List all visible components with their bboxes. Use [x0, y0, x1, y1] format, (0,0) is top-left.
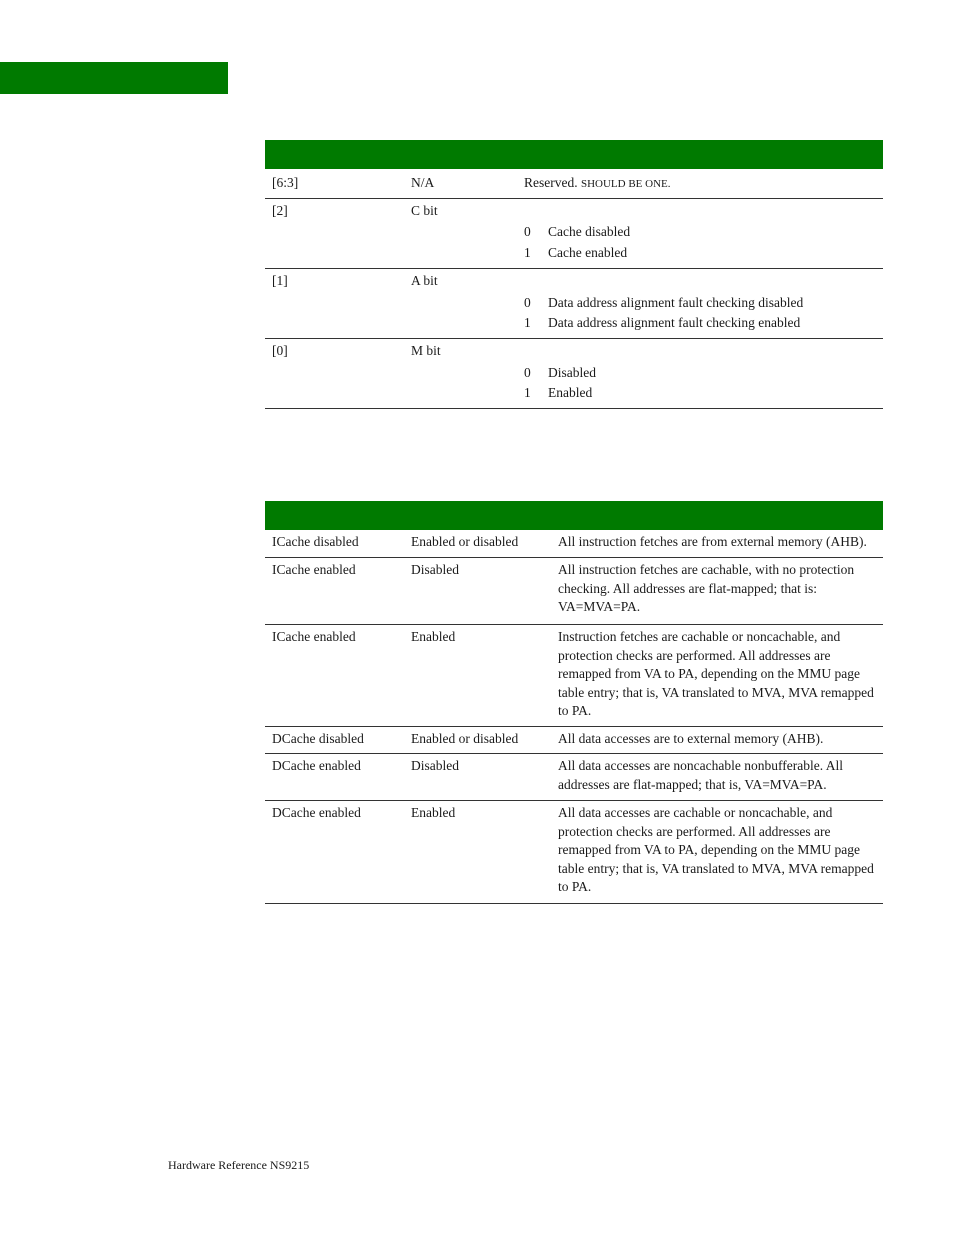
field-name-cell: A bit [411, 273, 438, 288]
value-number: 1 [524, 385, 531, 400]
value-number: 1 [524, 315, 531, 330]
value-description: Data address alignment fault checking enabled [548, 315, 801, 330]
field-name-cell: M bit [411, 343, 441, 358]
register-bits-table-header [265, 140, 883, 169]
cache-state-cell: ICache disabled [272, 534, 359, 549]
cache-state-cell: ICache enabled [272, 629, 356, 644]
table-row [265, 530, 883, 558]
table-row [265, 558, 883, 625]
mmu-state-cell: Enabled [411, 805, 456, 820]
value-number: 0 [524, 295, 531, 310]
table-row [265, 727, 883, 754]
cache-mmu-table-header [265, 501, 883, 530]
behavior-cell: All instruction fetches are from external memory (AHB). [558, 534, 867, 549]
cache-state-cell: ICache enabled [272, 562, 356, 577]
table-row [265, 169, 883, 199]
table-row [265, 339, 883, 409]
behavior-cell: All data accesses are to external memory (AHB). [558, 731, 824, 746]
value-description: Enabled [548, 385, 593, 400]
bits-cell: [1] [272, 273, 288, 288]
value-description: Cache enabled [548, 245, 628, 260]
cache-state-cell: DCache disabled [272, 731, 364, 746]
register-bits-table [265, 140, 883, 409]
cache-mmu-behavior-table [265, 501, 883, 904]
cache-state-cell: DCache enabled [272, 805, 361, 820]
table-row [265, 269, 883, 339]
bits-cell: [0] [272, 343, 288, 358]
value-number: 1 [524, 245, 531, 260]
mmu-state-cell: Disabled [411, 562, 459, 577]
description-cell [524, 174, 671, 194]
table-row [265, 801, 883, 904]
behavior-cell: All instruction fetches are cachable, with no protection checking. All addresses are flat-mapped; that is: VA=MVA=PA. [558, 562, 855, 615]
field-name-cell: C bit [411, 203, 438, 218]
bits-cell: [2] [272, 203, 288, 218]
description-text: Reserved. [524, 175, 581, 190]
field-name-cell: N/A [411, 175, 435, 190]
description-smallcaps: SHOULD BE ONE. [580, 178, 671, 190]
chapter-header-bar [0, 62, 228, 94]
value-description: Disabled [548, 365, 596, 380]
table-row [265, 754, 883, 801]
behavior-cell: All data accesses are cachable or noncachable, and protection checks are performed. All addresses are remapped from VA to PA, depending on the MMU page table entry; that is, VA translated to MVA, MVA remapped to PA. [558, 805, 874, 895]
behavior-cell: Instruction fetches are cachable or noncachable, and protection checks are performed. All addresses are remapped from VA to PA, depending on the MMU page table entry; that is, VA translated to MVA, MVA remapped to PA. [558, 629, 874, 719]
mmu-state-cell: Enabled or disabled [411, 534, 519, 549]
table-row [265, 625, 883, 727]
cache-state-cell: DCache enabled [272, 758, 361, 773]
mmu-state-cell: Disabled [411, 758, 459, 773]
value-description: Data address alignment fault checking disabled [548, 295, 804, 310]
bits-cell: [6:3] [272, 175, 299, 190]
value-description: Cache disabled [548, 224, 631, 239]
behavior-cell: All data accesses are noncachable nonbufferable. All addresses are flat-mapped; that is, VA=MVA=PA. [558, 758, 843, 792]
page-footer: Hardware Reference NS9215 [168, 1158, 310, 1172]
value-number: 0 [524, 224, 531, 239]
value-number: 0 [524, 365, 531, 380]
mmu-state-cell: Enabled or disabled [411, 731, 519, 746]
table-row [265, 199, 883, 269]
mmu-state-cell: Enabled [411, 629, 456, 644]
